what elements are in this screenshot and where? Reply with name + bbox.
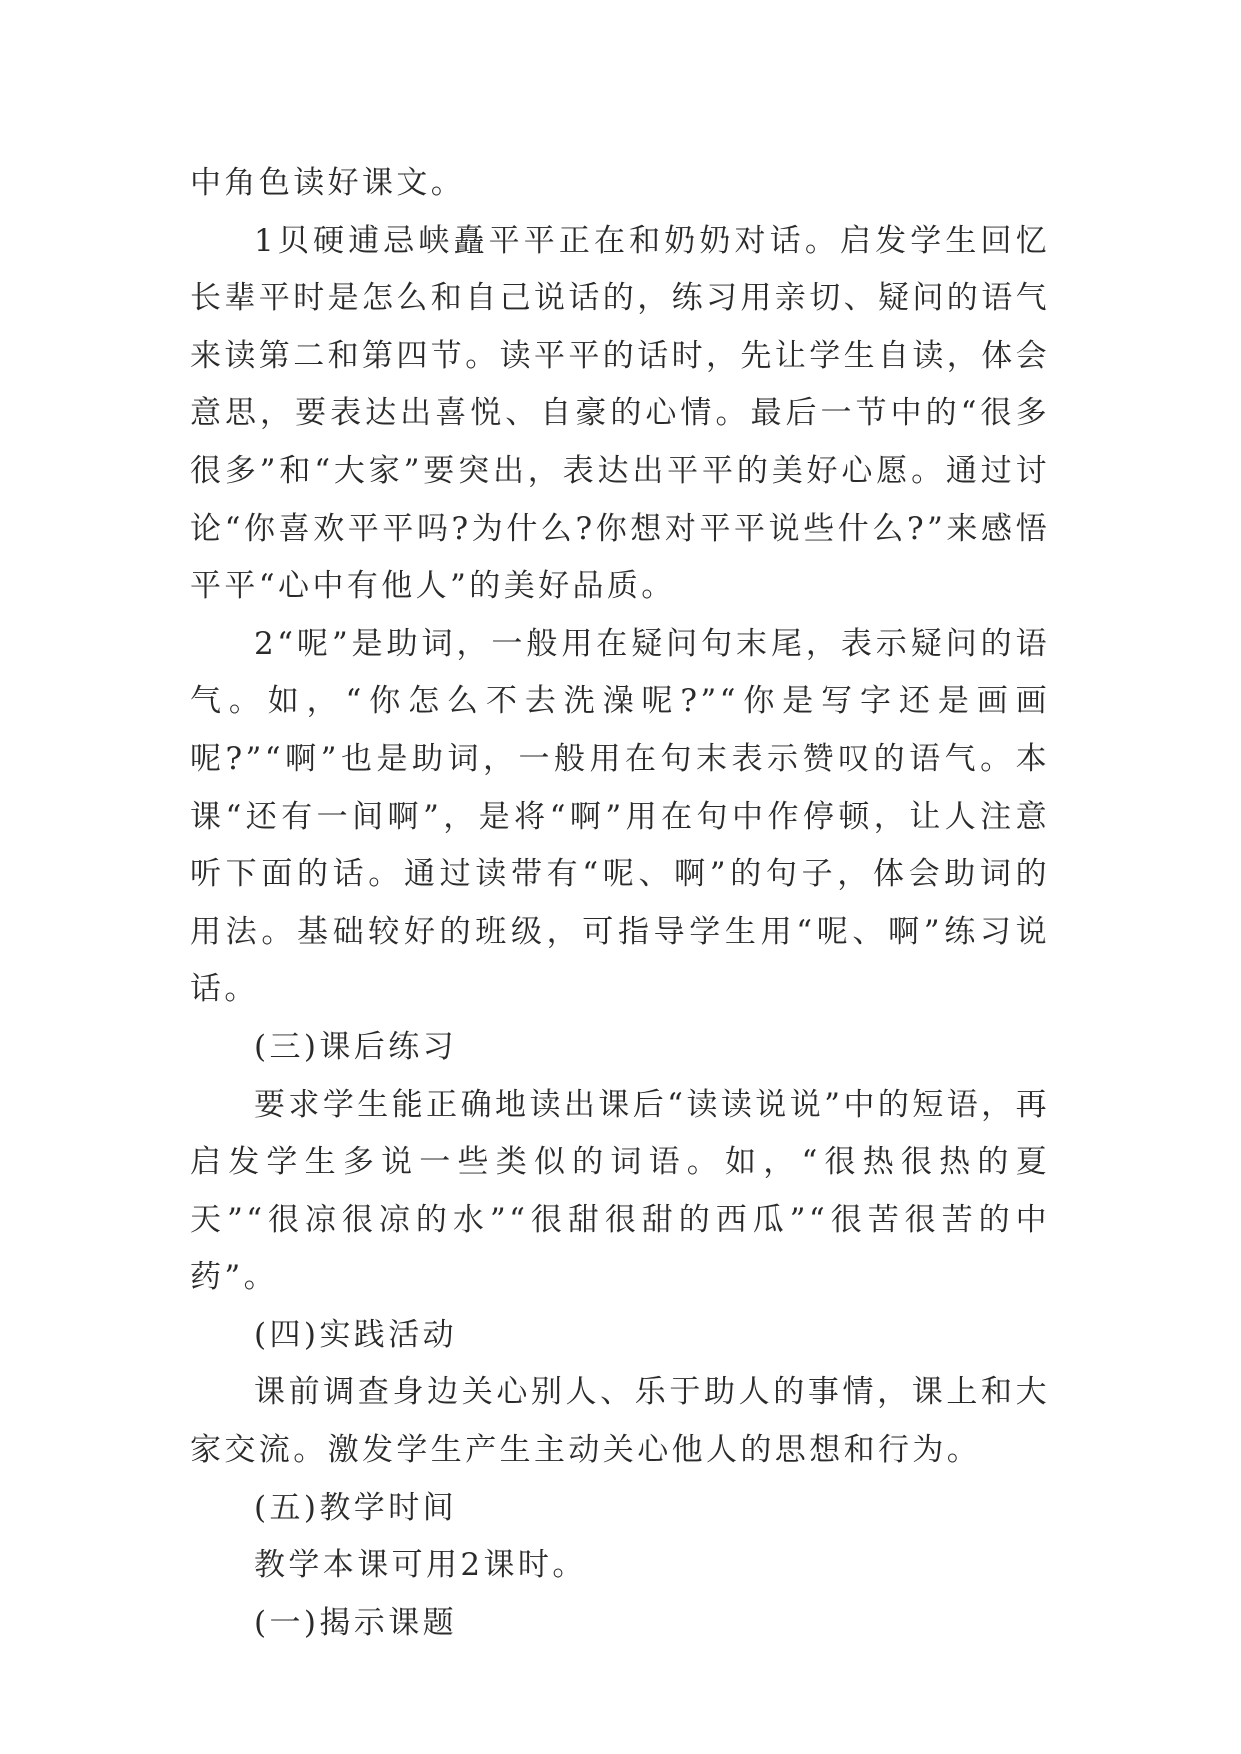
section-heading-activity: (四)实践活动 xyxy=(254,1316,457,1353)
document-body xyxy=(190,155,1050,1652)
paragraph-item-2: 2“呢”是助词，一般用在疑问句末尾，表示疑问的语气。如，“你怎么不去洗澡呢?”“你是写字还是画画呢?”“啊”也是助词，一般用在句末表示赞叹的语气。本课“还有一间啊”，是将“啊”用在句中作停顿，让人注意听下面的话。通过读带有“呢、啊”的句子，体会助词的用法。基础较好的班级，可指导学生用“呢、啊”练习说话。 xyxy=(190,625,1050,1008)
paragraph-time: 教学本课可用2课时。 xyxy=(254,1547,587,1584)
paragraph-activity: 课前调查身边关心别人、乐于助人的事情，课上和大家交流。激发学生产生主动关心他人的思想和行为。 xyxy=(190,1374,1050,1469)
section-heading-exercises: (三)课后练习 xyxy=(254,1028,457,1065)
paragraph-continuation: 中角色读好课文。 xyxy=(190,165,466,201)
paragraph-exercises: 要求学生能正确地读出课后“读读说说”中的短语，再启发学生多说一些类似的词语。如，“很热很热的夏天”“很凉很凉的水”“很甜很甜的西瓜”“很苦很苦的中药”。 xyxy=(190,1086,1050,1296)
section-heading-topic: (一)揭示课题 xyxy=(254,1604,457,1641)
paragraph-item-1: 1贝硬逋忌峡矗平平正在和奶奶对话。启发学生回忆长辈平时是怎么和自己说话的，练习用亲切、疑问的语气来读第二和第四节。读平平的话时，先让学生自读，体会意思，要表达出喜悦、自豪的心情。最后一节中的“很多很多”和“大家”要突出，表达出平平的美好心愿。通过讨论“你喜欢平平吗?为什么?你想对平平说些什么?”来感悟平平“心中有他人”的美好品质。 xyxy=(190,222,1050,605)
section-heading-time: (五)教学时间 xyxy=(254,1489,457,1526)
